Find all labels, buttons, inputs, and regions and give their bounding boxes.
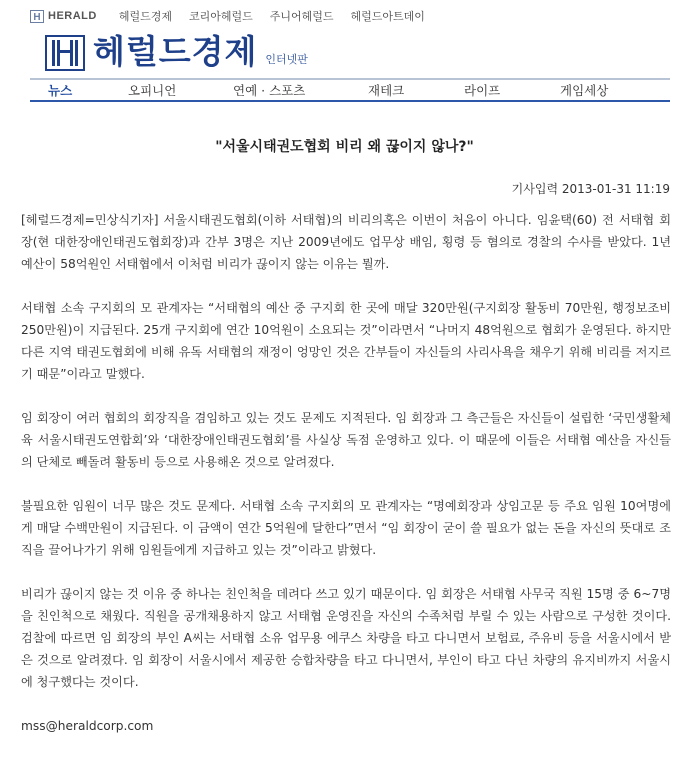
nav-item-games[interactable]: 게임세상 — [560, 83, 609, 98]
main-nav — [30, 80, 670, 98]
article-paragraph: 임 회장이 여러 협회의 회장직을 겸임하고 있는 것도 문제도 지적된다. 임 회장과 그 측근들은 자신들이 설립한 ‘국민생활체육 서울시태권도연합회’와 ‘대한장애인태권도협회’를 사실상 독점 운영하고 있다. 이 때문에 이들은 서태협 예산을 자신들의 단체로 빼돌려 활동비 등으로 사용해온 것으로 알려졌다. — [21, 411, 671, 469]
nav-item-news[interactable]: 뉴스 — [48, 83, 73, 98]
nav-item-opinion[interactable]: 오피니언 — [128, 83, 177, 98]
nav-item-finance[interactable]: 재테크 — [368, 83, 405, 98]
logo-h-icon — [45, 35, 85, 71]
article-paragraph: 비리가 끊이지 않는 것 이유 중 하나는 친인척을 데려다 쓰고 있기 때문이다. 임 회장은 서태협 사무국 직원 15명 중 6~7명을 친인척으로 채웠다. 직원을 공개채용하지 않고 서태협 운영진을 자신의 수족처럼 부릴 수 있는 사람으로 구성한 것이다. 검찰에 따르면 임 회장의 부인 A씨는 서태협 소유 업무용 에쿠스 차량을 타고 다니면서 보험료, 주유비 등을 서울시에서 받은 것으로 알려졌다. 임 회장이 서울시에서 제공한 승합차량을 타고 다니면서, 부인이 타고 다닌 차량의 유지비까지 서울시에 청구했다는 것이다. — [21, 587, 671, 689]
top-links — [119, 8, 442, 24]
logo-title: 헤럴드경제 — [93, 32, 258, 71]
nav-item-life[interactable]: 라이프 — [464, 83, 501, 98]
nav-item-entertainment-sports[interactable]: 연예 · 스포츠 — [233, 83, 306, 98]
reporter-email[interactable]: mss@heraldcorp.com — [21, 719, 154, 733]
top-link-junior-herald[interactable]: 주니어헤럴드 — [269, 10, 334, 23]
logo-subtitle: 인터넷판 — [265, 53, 308, 66]
article-paragraph: 불필요한 임원이 너무 많은 것도 문제다. 서태협 소속 구지회의 모 관계자는 “명예회장과 상임고문 등 주요 임원 10여명에게 매달 수백만원이 지급된다. 이 금액이 연간 5억원에 달한다”면서 “임 회장이 굳이 쓸 필요가 없는 돈을 자신의 뜻대로 조직을 끌어나가기 위해 임원들에게 지급하고 있는 것”이라고 밝혔다. — [21, 499, 671, 557]
top-link-herald-economy[interactable]: 헤럴드경제 — [118, 10, 172, 23]
nav-bottom-rule — [30, 100, 670, 102]
top-bar — [30, 7, 442, 25]
article-body — [21, 209, 671, 759]
article-headline: "서울시태권도협회 비리 왜 끊이지 않나?" — [215, 139, 474, 155]
top-link-herald-artday[interactable]: 헤럴드아트데이 — [350, 10, 425, 23]
top-link-korea-herald[interactable]: 코리아헤럴드 — [188, 10, 253, 23]
masthead[interactable] — [45, 31, 308, 71]
article-paragraph: 서태협 소속 구지회의 모 관계자는 “서태협의 예산 중 구지회 한 곳에 매달 320만원(구지회장 활동비 70만원, 행정보조비 250만원)이 지급된다. 25개 구지회에 연간 10억원이 소요되는 것”이라면서 “나머지 48억원으로 협회가 운영된다. 하지만 다른 지역 태권도협회에 비해 유독 서태협의 재정이 엉망인 것은 간부들이 자신들의 사리사욕을 채우기 위해 비리를 저지르기 때문”이라고 말했다. — [21, 301, 671, 381]
article-dateline: 기사입력 2013-01-31 11:19 — [511, 182, 670, 196]
herald-brand[interactable]: HERALD — [48, 10, 97, 22]
herald-h-icon: H — [30, 10, 44, 23]
article-paragraph: [헤럴드경제=민상식기자] 서울시태권도협회(이하 서태협)의 비리의혹은 이번이 처음이 아니다. 임윤택(60) 전 서태협 회장(현 대한장애인태권도협회장)과 간부 3명은 지난 2009년에도 업무상 배임, 횡령 등 혐의로 경찰의 수사를 받았다. 1년 예산이 58억원인 서태협에서 이처럼 비리가 끊이지 않는 이유는 뭘까. — [21, 213, 671, 271]
